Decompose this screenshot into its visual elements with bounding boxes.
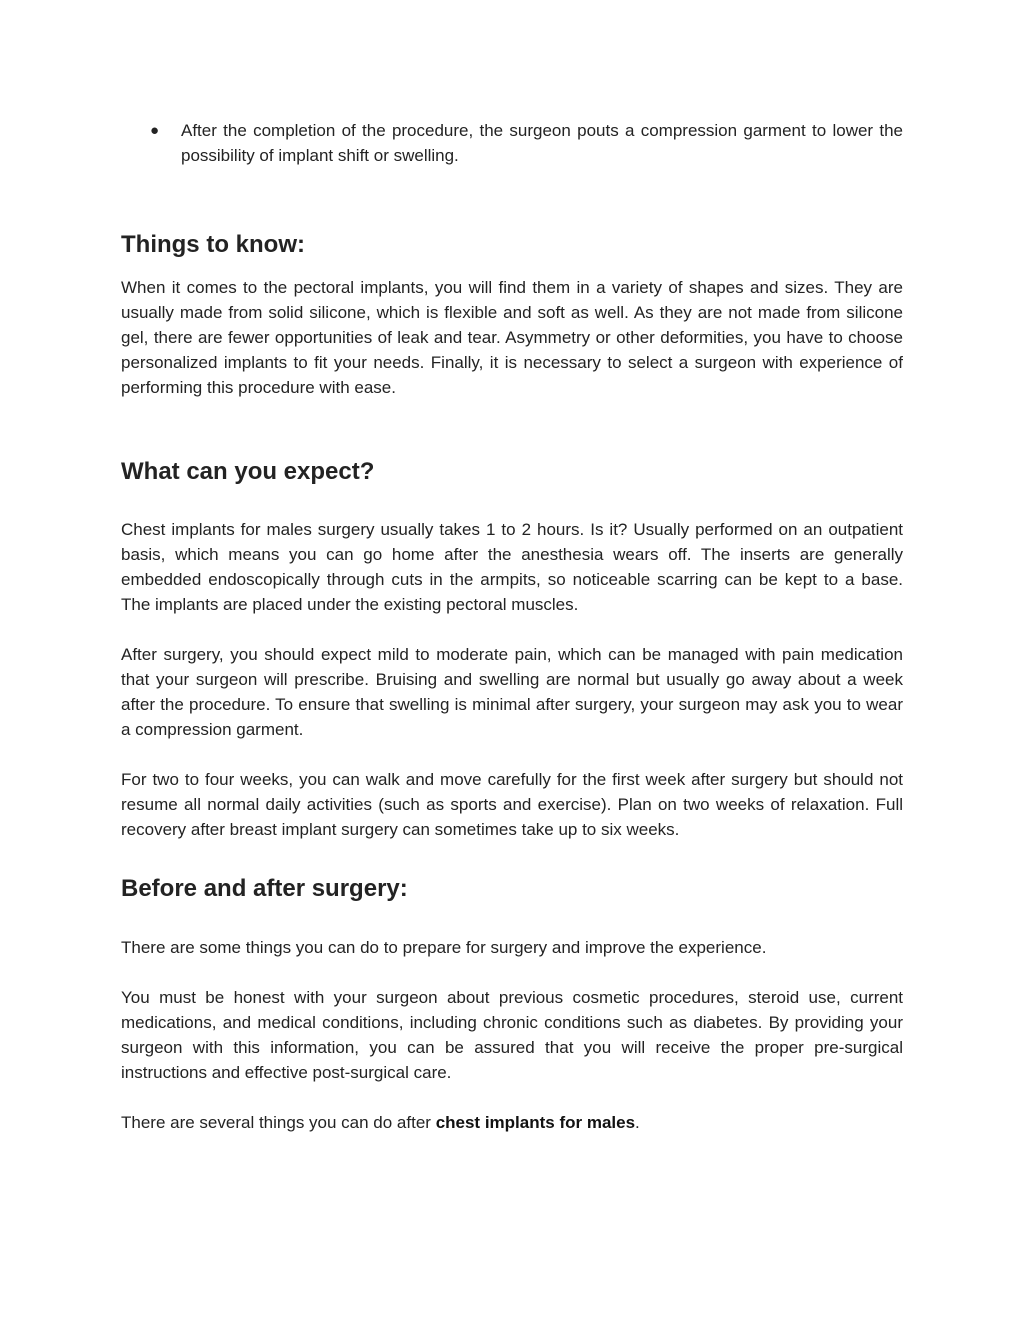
paragraph: After surgery, you should expect mild to moderate pain, which can be managed with pain medication that your surgeon will prescribe. Bruising and swelling are normal but usually go away about a week after the procedure. To ensure that swelling is minimal after surgery, your surgeon may ask you to wear a compression garment.	[121, 645, 903, 739]
closing-paragraph	[121, 1110, 903, 1135]
bullet-list	[121, 118, 903, 168]
before-after-section	[121, 874, 903, 1135]
what-to-expect-section	[121, 457, 903, 842]
keyword-bold-text: chest implants for males	[435, 1113, 636, 1132]
bullet-dot-icon: ●	[150, 122, 160, 139]
section-heading: Before and after surgery:	[121, 875, 408, 902]
bullet-text: After the completion of the procedure, the surgeon pouts a compression garment to lower the possibility of implant shift or swelling.	[181, 121, 903, 165]
closing-text: There are several things you can do after	[121, 1113, 436, 1132]
paragraph: Chest implants for males surgery usually takes 1 to 2 hours. Is it? Usually performed on an outpatient basis, which means you can go home after the anesthesia wears off. The inserts are generally embedded endoscopically through cuts in the armpits, so noticeable scarring can be kept to a base. The implants are placed under the existing pectoral muscles.	[121, 520, 903, 614]
list-item	[121, 118, 903, 168]
paragraph: You must be honest with your surgeon about previous cosmetic procedures, steroid use, current medications, and medical conditions, including chronic conditions such as diabetes. By providing your surgeon with this information, you can be assured that you will receive the proper pre-surgical instructions and effective post-surgical care.	[121, 988, 903, 1082]
paragraph: There are some things you can do to prepare for surgery and improve the experience.	[121, 938, 767, 957]
document-content	[121, 118, 903, 1135]
things-to-know-section	[121, 230, 903, 400]
closing-period: .	[635, 1113, 640, 1132]
section-heading: Things to know:	[121, 231, 305, 258]
paragraph: When it comes to the pectoral implants, you will find them in a variety of shapes and sizes. They are usually made from solid silicone, which is flexible and soft as well. As they are not made from silicone gel, there are fewer opportunities of leak and tear. Asymmetry or other deformities, you have to choose personalized implants to fit your needs. Finally, it is necessary to select a surgeon with experience of performing this procedure with ease.	[121, 278, 903, 397]
paragraph: For two to four weeks, you can walk and move carefully for the first week after surgery but should not resume all normal daily activities (such as sports and exercise). Plan on two weeks of relaxation. Full recovery after breast implant surgery can sometimes take up to six weeks.	[121, 770, 903, 839]
section-heading: What can you expect?	[121, 458, 375, 485]
